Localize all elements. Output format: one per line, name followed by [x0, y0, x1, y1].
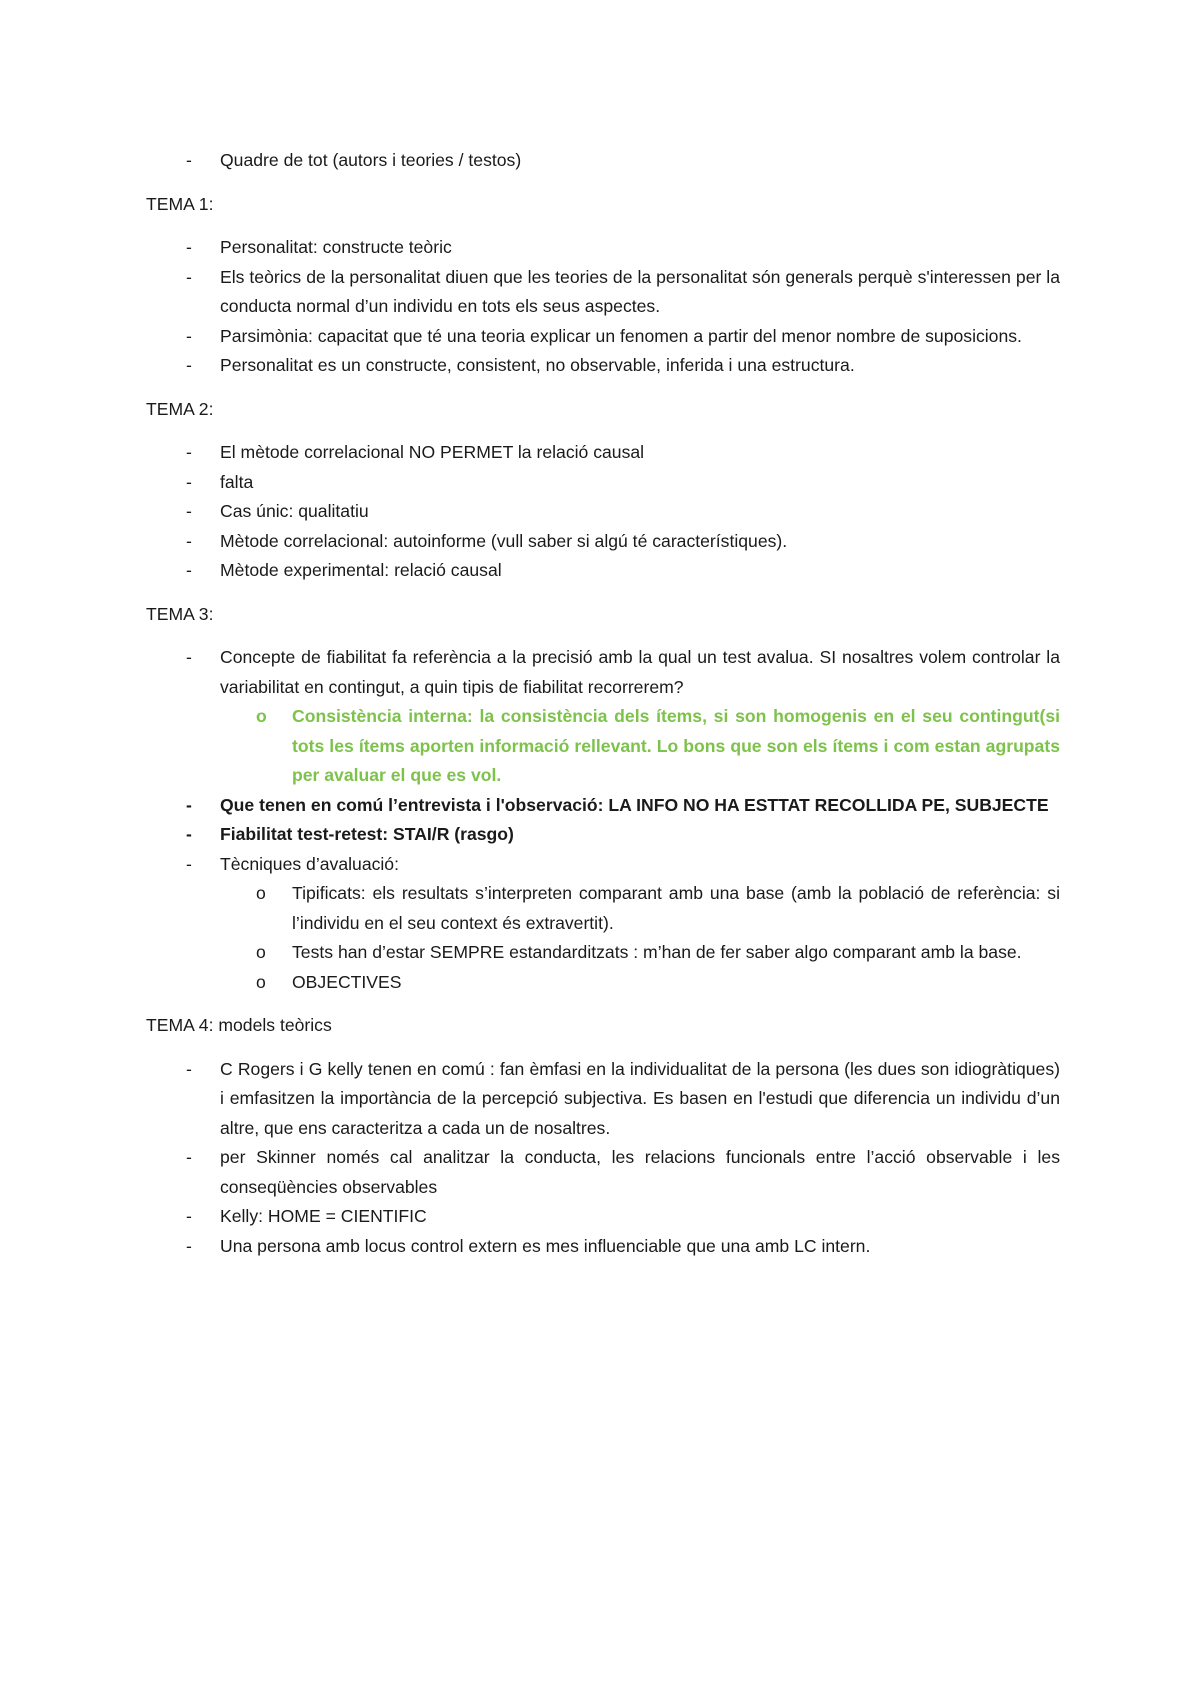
dash-bullet: - [186, 560, 192, 580]
fiabilitat-text: Fiabilitat test-retest: STAI/R (rasgo) [220, 824, 514, 844]
dash-bullet: - [186, 1058, 192, 1079]
sub-item-text: Tipificats: els resultats s’interpreten comparant amb una base (amb la població de referència: si l’individu en el seu context és extravertit). [292, 883, 1060, 933]
dash-bullet: - [186, 266, 192, 287]
circle-bullet: o [256, 971, 266, 992]
dash-bullet: - [186, 237, 192, 257]
tema1-item-text: teòric [408, 237, 452, 257]
tema4-item-text: Una persona amb locus control extern es mes influenciable que una amb LC intern. [220, 1235, 871, 1256]
tema3-list [146, 643, 1060, 997]
dash-bullet: - [186, 501, 192, 521]
sub-item-text: OBJECTIVES [292, 971, 402, 992]
list-item [146, 820, 1060, 850]
intro-list [146, 146, 1060, 176]
tecniques-text: Tècniques d’avaluació: [220, 853, 399, 874]
list-item [146, 938, 1060, 968]
tema2-item-text: Mètode correlacional: autoinforme (vull saber si algú té característiques). [220, 530, 788, 551]
dash-bullet: - [186, 471, 192, 492]
tema2-heading: TEMA 2: [146, 398, 214, 419]
list-item [146, 438, 1060, 468]
list-item [146, 1143, 1060, 1202]
tema3-concepte-text: Concepte de fiabilitat fa referència a la precisió amb la qual un test avalua. SI nosaltres volem controlar la variabilitat en contingut, a quin tipis de fiabilitat recorrerem? [220, 647, 1060, 697]
dash-bullet: - [186, 355, 192, 375]
list-item [146, 263, 1060, 322]
tema4-item-text: Kelly: HOME = CIENTIFIC [220, 1206, 427, 1226]
list-item [146, 233, 1060, 263]
list-item [146, 1055, 1060, 1144]
circle-bullet: o [256, 706, 267, 726]
dash-bullet: - [186, 1235, 192, 1256]
tema2-item-text: El mètode correlacional NO PERMET la relació causal [220, 442, 645, 462]
list-item [146, 879, 1060, 938]
que-tenen-text: Que tenen en comú l’entrevista i l'observació: LA INFO NO HA ESTTAT RECOLLIDA PE, SUBJECTE [220, 794, 1049, 815]
list-item [146, 468, 1060, 498]
tema1-list [146, 233, 1060, 381]
tema3-sublist-tecniques [220, 879, 1060, 997]
list-item [146, 527, 1060, 557]
tema2-item-text: falta [220, 471, 254, 492]
dash-bullet: - [186, 1147, 192, 1167]
tema2-list [146, 438, 1060, 586]
tema1-heading: TEMA 1: [146, 193, 214, 214]
tema1-item-text: Personalitat es un constructe, consistent, no observable, inferida i una estructura. [220, 355, 855, 375]
tema4-item-text: per Skinner només cal analitzar la conducta, les relacions funcionals entre l’acció observable i les conseqüències observables [220, 1147, 1060, 1197]
circle-bullet: o [256, 883, 266, 903]
consistencia-text: Consistència interna: la consistència dels ítems, si son homogenis en el seu contingut(si tots les ítems aporten informació rellevant. Lo bons que son els ítems i com estan agrupats per avaluar el que es vol. [292, 706, 1060, 785]
list-item [146, 850, 1060, 998]
tema4-list [146, 1055, 1060, 1262]
document-content [146, 146, 1060, 1275]
tema1-item-text: Els teòrics de la personalitat diuen que les teories de la personalitat són generals perquè s'interessen per la conducta normal d’un individu en tots els seus aspectes. [220, 266, 1060, 316]
list-item [146, 322, 1060, 352]
list-item [146, 702, 1060, 791]
tema1-item-text: Personalitat: constructe [220, 237, 409, 257]
tema4-item-text: C Rogers i G kelly tenen en comú : fan èmfasi en la individualitat de la persona (les dues son idiogràtiques) i emfasitzen la importància de la percepció subjectiva. Es basen en l'estudi que diferencia un individu d’un altre, que ens caracteritza a cada un de nosaltres. [220, 1058, 1060, 1138]
list-item [146, 1232, 1060, 1262]
tema1-item-text: Parsimònia: capacitat que té una teoria explicar un fenomen a partir del menor nombre de suposicions. [220, 325, 1022, 346]
dash-bullet: - [186, 853, 192, 874]
intro-text: Quadre de tot (autors i teories / testos) [220, 150, 522, 170]
tema2-item-text: Cas únic: qualitatiu [220, 501, 369, 521]
list-item [146, 791, 1060, 821]
circle-bullet: o [256, 942, 266, 962]
list-item [146, 1202, 1060, 1232]
dash-bullet: - [186, 647, 192, 667]
dash-bullet: - [186, 530, 192, 551]
dash-bullet: - [186, 1206, 192, 1226]
tema4-heading: TEMA 4: models teòrics [146, 1015, 332, 1035]
list-item [146, 643, 1060, 791]
dash-bullet: - [186, 150, 192, 170]
list-item [146, 146, 1060, 176]
dash-bullet: - [186, 325, 192, 346]
list-item [146, 351, 1060, 381]
tema3-heading: TEMA 3: [146, 603, 214, 624]
list-item [146, 556, 1060, 586]
dash-bullet: - [186, 442, 192, 462]
tema2-item-text: Mètode experimental: relació causal [220, 560, 502, 580]
tema3-sublist-consistencia [220, 702, 1060, 791]
list-item [146, 497, 1060, 527]
list-item [146, 968, 1060, 998]
dash-bullet: - [186, 824, 192, 844]
dash-bullet: - [186, 794, 192, 815]
sub-item-text: Tests han d’estar SEMPRE estandarditzats : m’han de fer saber algo comparant amb la base. [292, 942, 1022, 962]
